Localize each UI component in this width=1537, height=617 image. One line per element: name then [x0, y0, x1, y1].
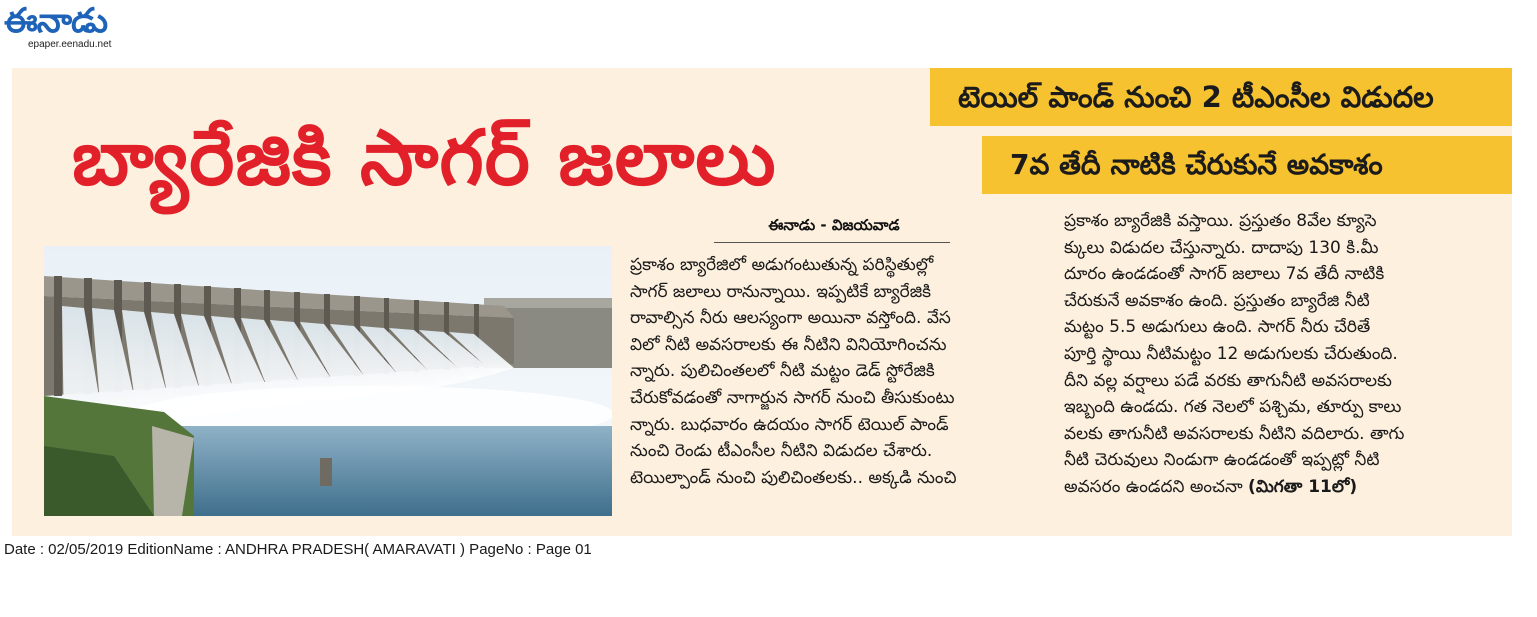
article-line: క్కులు విడుదల చేస్తున్నారు. దాదాపు 130 కి.మీ	[1064, 237, 1379, 258]
article-line: న్నారు. బుధవారం ఉదయం సాగర్ టెయిల్ పాండ్	[630, 414, 949, 435]
byline-divider	[714, 242, 950, 243]
article-line: వలకు తాగునీటి అవసరాలకు నీటిని వదిలారు. తాగు	[1064, 423, 1405, 444]
article-line: నుంచి రెండు టీఎంసీల నీటిని విడుదల చేశారు.	[630, 441, 933, 462]
article-line: మట్టం 5.5 అడుగులు ఉంది. సాగర్ నీరు చేరితే	[1064, 317, 1371, 338]
continued-on-page[interactable]: (మిగతా 11లో)	[1248, 476, 1358, 497]
article-line: చేరుకునే అవకాశం ఉంది. ప్రస్తుతం బ్యారేజి నీటి	[1064, 290, 1370, 311]
article-line-text: అవసరం ఉండదని అంచనా	[1064, 476, 1243, 497]
dam-photo	[44, 246, 612, 516]
article-column-1	[630, 252, 1032, 491]
article-line: టెయిల్పాండ్ నుంచి పులిచింతలకు.. అక్కడి నుంచి	[630, 467, 957, 488]
logo-site-url: epaper.eenadu.net	[28, 39, 112, 50]
sub-headline-2: 7వ తేదీ నాటికి చేరుకునే అవకాశం	[982, 136, 1512, 194]
logo-wordmark: ఈనాడు	[4, 1, 108, 41]
article-column-2	[1064, 208, 1484, 501]
news-clipping	[12, 68, 1512, 536]
eenadu-logo[interactable]	[4, 2, 144, 50]
article-line: విలో నీటి అవసరాలకు ఈ నీటిని వినియోగించను	[630, 334, 947, 355]
article-line: నీటి చెరువులు నిండుగా ఉండడంతో ఇప్పట్లో నీటి	[1064, 450, 1380, 471]
article-line: సాగర్ జలాలు రానున్నాయి. ఇప్పటికే బ్యారేజికి	[630, 281, 932, 302]
article-line: ఇబ్బంది ఉండదు. గత నెలలో పశ్చిమ, తూర్పు కాలు	[1064, 397, 1402, 418]
article-line: దీని వల్ల వర్షాలు పడే వరకు తాగునీటి అవసరాలకు	[1064, 370, 1392, 391]
dam-photo-illustration	[44, 246, 612, 516]
headline: బ్యారేజికి సాగర్ జలాలు	[72, 113, 777, 202]
article-line: న్నారు. పులిచింతలలో నీటి మట్టం డెడ్ స్టోరేజికి	[630, 361, 935, 382]
article-line: దూరం ఉండడంతో సాగర్ జలాలు 7వ తేదీ నాటికి	[1064, 264, 1385, 285]
edition-footer: Date : 02/05/2019 EditionName : ANDHRA PRADESH( AMARAVATI ) PageNo : Page 01	[4, 541, 592, 558]
article-line: పూర్తి స్థాయి నీటిమట్టం 12 అడుగులకు చేరుతుంది.	[1064, 343, 1398, 364]
article-line: ప్రకాశం బ్యారేజికి వస్తాయి. ప్రస్తుతం 8వేల క్యూసె	[1064, 211, 1377, 231]
article-line: ప్రకాశం బ్యారేజిలో అడుగంటుతున్న పరిస్థితుల్లో	[630, 255, 934, 275]
article-line: రావాల్సిన నీరు ఆలస్యంగా అయినా వస్తోంది. వేస	[630, 308, 951, 329]
article-last-line	[1064, 474, 1484, 501]
byline: ఈనాడు - విజయవాడ	[768, 216, 900, 234]
article-line: చేరుకోవడంతో నాగార్జున సాగర్ నుంచి తీసుకుంటు	[630, 387, 955, 408]
sub-headline-1: టెయిల్ పాండ్ నుంచి 2 టీఎంసీల విడుదల	[930, 68, 1512, 126]
